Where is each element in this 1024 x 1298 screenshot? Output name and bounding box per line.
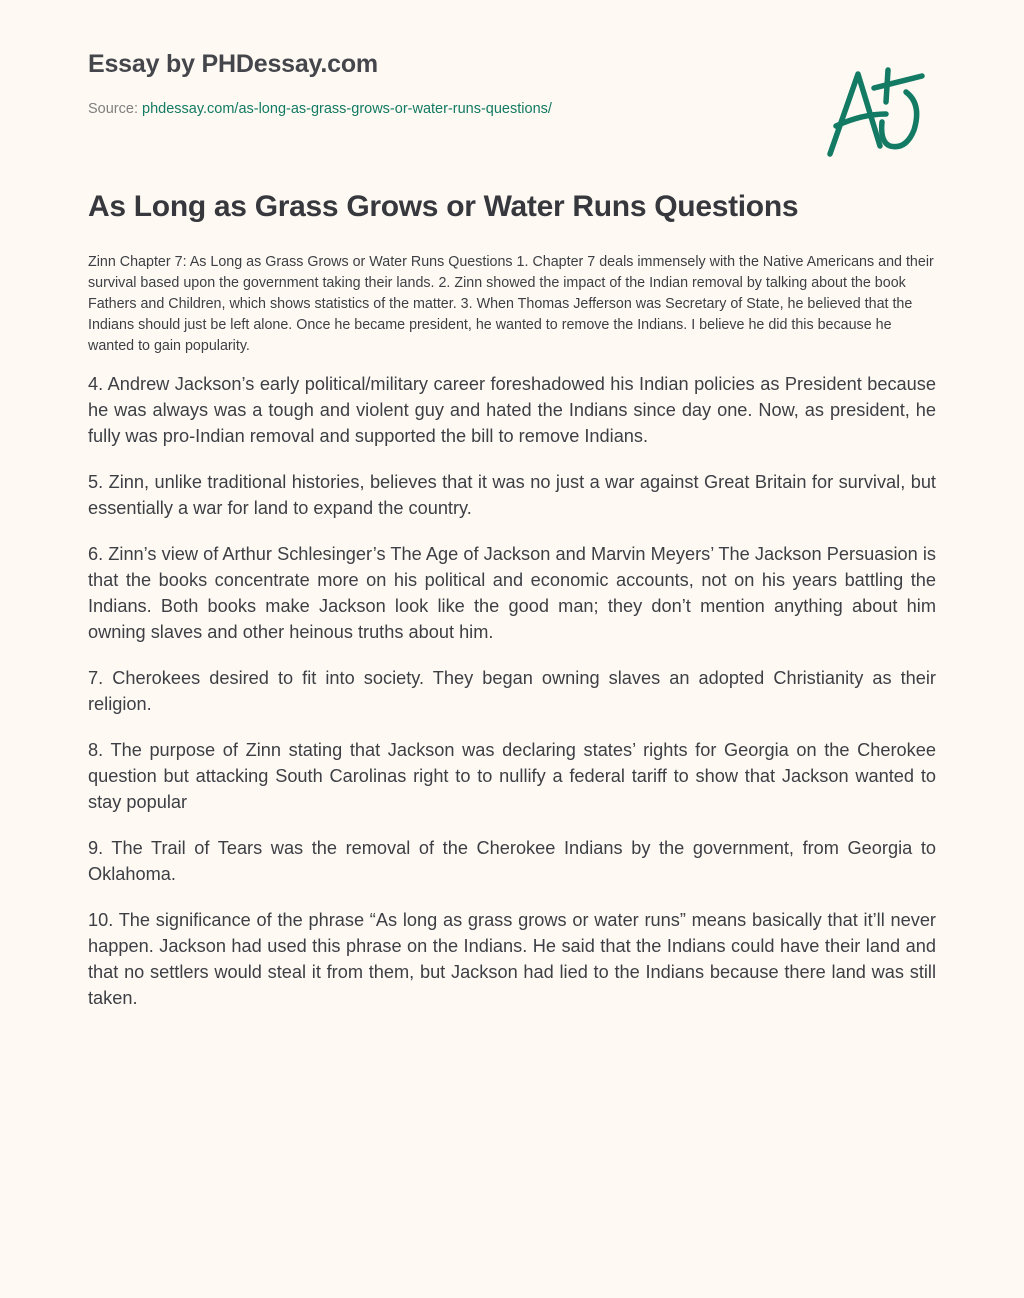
essay-body (88, 252, 936, 1031)
paragraph: 4. Andrew Jackson’s early political/military career foreshadowed his Indian policies as President because he was always was a tough and violent guy and hated the Indians since day one. Now, as president, he fully was pro-Indian removal and supported the bill to remove Indians. (88, 374, 936, 446)
intro-paragraph: Zinn Chapter 7: As Long as Grass Grows or Water Runs Questions 1. Chapter 7 deals immensely with the Native Americans and their survival based upon the government taking their lands. 2. Zinn showed the impact of the Indian removal by talking about the book Fathers and Children, which shows statistics of the matter. 3. When Thomas Jefferson was Secretary of State, he believed that the Indians should just be left alone. Once he became president, he wanted to remove the Indians. I believe he did this because he wanted to gain popularity. (88, 254, 934, 354)
site-brand: Essay by PHDessay.com (88, 50, 378, 78)
paragraph: 10. The significance of the phrase “As long as grass grows or water runs” means basically that it’ll never happen. Jackson had used this phrase on the Indians. He said that the Indians could have their land and that no settlers would steal it from them, but Jackson had lied to the Indians because there land was still taken. (88, 910, 936, 1008)
paragraph: 5. Zinn, unlike traditional histories, believes that it was no just a war against Great Britain for survival, but essentially a war for land to expand the country. (88, 472, 936, 518)
source-link[interactable]: phdessay.com/as-long-as-grass-grows-or-water-runs-questions/ (142, 101, 552, 117)
page-title: As Long as Grass Grows or Water Runs Questions (88, 190, 799, 223)
paragraph: 8. The purpose of Zinn stating that Jackson was declaring states’ rights for Georgia on the Cherokee question but attacking South Carolinas right to to nullify a federal tariff to show that Jackson wanted to stay popular (88, 740, 936, 812)
source-label: Source: (88, 101, 142, 117)
paragraph: 9. The Trail of Tears was the removal of the Cherokee Indians by the government, from Georgia to Oklahoma. (88, 838, 936, 884)
a-plus-logo-icon (822, 64, 928, 160)
source-line (88, 101, 552, 117)
paragraph: 6. Zinn’s view of Arthur Schlesinger’s The Age of Jackson and Marvin Meyers’ The Jackson Persuasion is that the books concentrate more on his political and economic accounts, not on his years battling the Indians. Both books make Jackson look like the good man; they don’t mention anything about him owning slaves and other heinous truths about him. (88, 544, 936, 642)
paragraph: 7. Cherokees desired to fit into society. They began owning slaves an adopted Christianity as their religion. (88, 668, 936, 714)
